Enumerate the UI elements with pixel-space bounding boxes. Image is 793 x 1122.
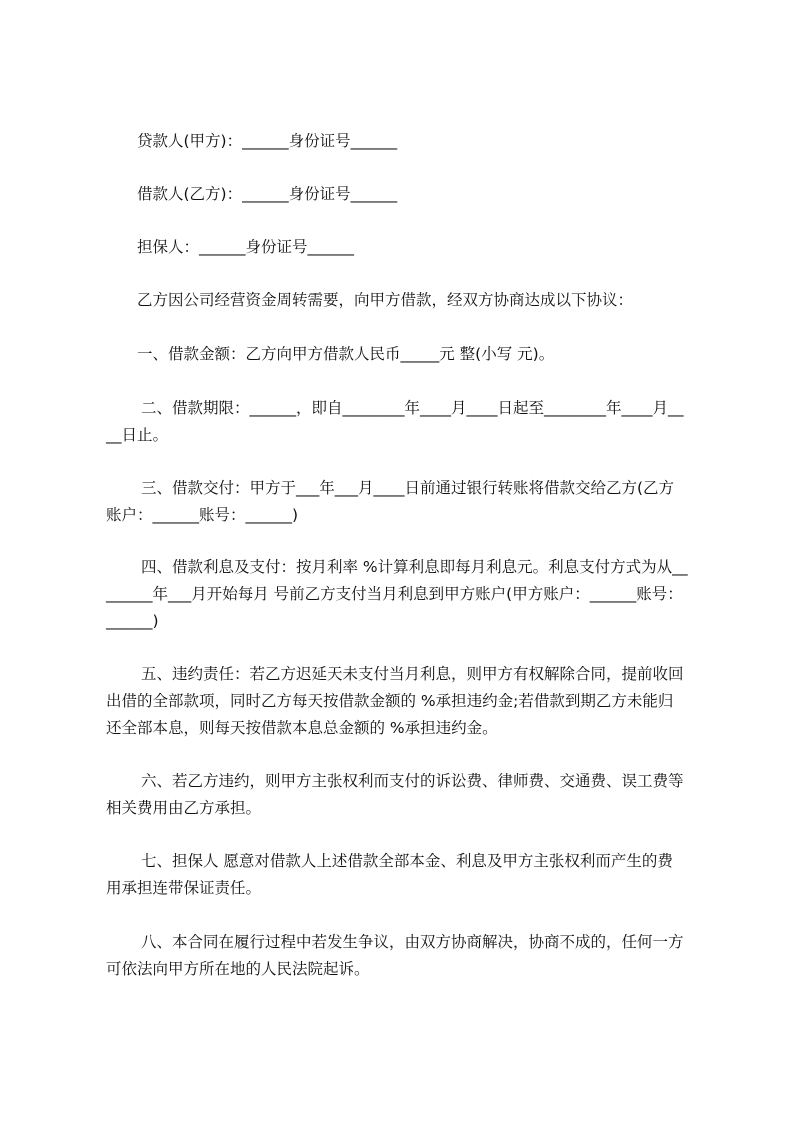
clause-3-line-2: 账户：______账号：______) xyxy=(106,506,299,524)
clause-6-line-1: 六、若乙方违约，则甲方主张权利而支付的诉讼费、律师费、交通费、误工费等 xyxy=(141,772,684,790)
clause-8-line-1: 八、本合同在履行过程中若发生争议，由双方协商解决，协商不成的，任何一方 xyxy=(141,933,684,951)
clause-8-line-2: 可依法向甲方所在地的人民法院起诉。 xyxy=(106,960,370,978)
clause-2-line-1: 二、借款期限：______，即自________年____月____日起至________年____月__ xyxy=(141,399,684,417)
clause-4-line-2: ______年___月开始每月 号前乙方支付当月利息到甲方账户(甲方账户：______账号： xyxy=(106,585,683,603)
guarantor-line: 担保人：______身份证号______ xyxy=(137,238,355,256)
clause-1-line-1: 一、借款金额：乙方向甲方借款人民币_____元 整(小写 元)。 xyxy=(137,345,555,363)
lender-line: 贷款人(甲方)：______身份证号______ xyxy=(137,132,398,150)
clause-5-line-1: 五、违约责任：若乙方迟延天未支付当月利息，则甲方有权解除合同，提前收回 xyxy=(141,665,684,683)
clause-2-line-2: __日止。 xyxy=(106,426,169,444)
clause-6-line-2: 相关费用由乙方承担。 xyxy=(106,799,262,817)
borrower-line: 借款人(乙方)：______身份证号______ xyxy=(137,185,398,203)
clause-7-line-2: 用承担连带保证责任。 xyxy=(106,879,262,897)
preamble: 乙方因公司经营资金周转需要，向甲方借款，经双方协商达成以下协议： xyxy=(137,291,634,309)
clause-3-line-1: 三、借款交付：甲方于___年___月____日前通过银行转账将借款交给乙方(乙方 xyxy=(141,479,675,497)
clause-5-line-3: 还全部本息，则每天按借款本息总金额的 %承担违约金。 xyxy=(106,719,498,737)
clause-4-line-1: 四、借款利息及支付：按月利率 %计算利息即每月利息元。利息支付方式为从__ xyxy=(141,558,688,576)
clause-5-line-2: 出借的全部款项，同时乙方每天按借款金额的 %承担违约金;若借款到期乙方未能归 xyxy=(106,692,674,710)
clause-7-line-1: 七、担保人 愿意对借款人上述借款全部本金、利息及甲方主张权利而产生的费 xyxy=(141,852,673,870)
clause-4-line-3: ______) xyxy=(106,612,159,630)
